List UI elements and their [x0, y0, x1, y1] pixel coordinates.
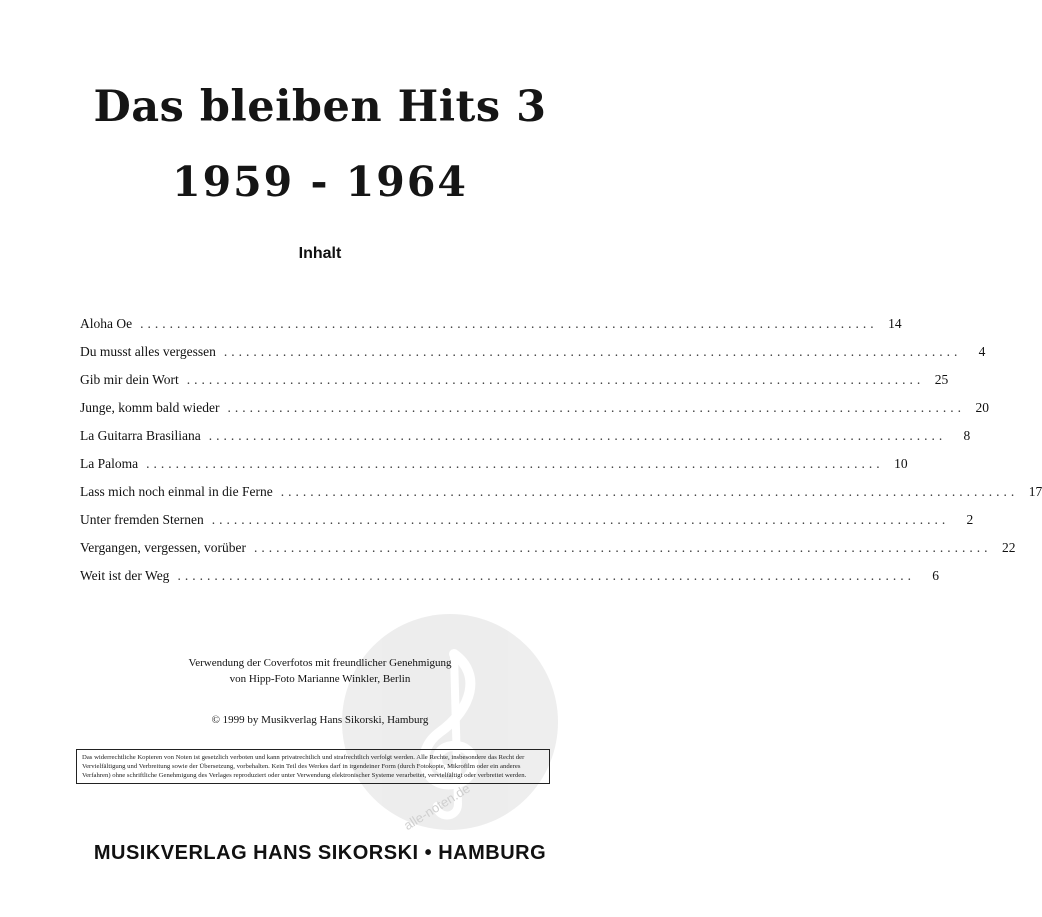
toc-entry-page: 17	[1028, 484, 1042, 499]
toc-entry	[80, 512, 974, 540]
toc-entry	[80, 428, 971, 456]
toc-entry-page: 8	[963, 428, 971, 443]
toc-entry	[80, 540, 1016, 568]
toc-leader-dots: ....................................................................................................	[253, 540, 992, 555]
toc-entry	[80, 344, 986, 372]
watermark-text: alle-noten.de	[401, 780, 473, 833]
toc-entry	[80, 372, 949, 400]
toc-leader-dots: ....................................................................................................	[146, 456, 884, 471]
toc-leader-dots: ....................................................................................................	[186, 372, 925, 387]
toc-entry-page: 20	[975, 400, 989, 415]
toc-entry-title: La Paloma	[80, 456, 139, 471]
toc-entry-page: 4	[978, 344, 986, 359]
copyright-notice: © 1999 by Musikverlag Hans Sikorski, Hamburg	[211, 714, 429, 726]
toc-entry-title: Weit ist der Weg	[80, 568, 170, 583]
photo-credits-line: von Hipp-Foto Marianne Winkler, Berlin	[229, 673, 411, 685]
toc-entry	[80, 484, 1042, 512]
toc-entry-title: Vergangen, vergessen, vorüber	[80, 540, 246, 555]
toc-leader-dots: ....................................................................................................	[223, 344, 962, 359]
toc-entry-title: Du musst alles vergessen	[80, 344, 216, 359]
toc-entry-page: 14	[888, 316, 902, 331]
toc-leader-dots: ....................................................................................................	[177, 568, 915, 583]
contents-heading: Inhalt	[298, 245, 342, 262]
toc-leader-dots: ....................................................................................................	[208, 428, 947, 443]
photo-credits-line: Verwendung der Coverfotos mit freundlicher Genehmigung	[188, 657, 452, 669]
book-years: 1959 - 1964	[172, 158, 468, 206]
toc-entry-page: 22	[1001, 540, 1016, 555]
toc-entry-title: La Guitarra Brasiliana	[80, 428, 201, 443]
legal-notice-box: Das widerrechtliche Kopieren von Noten ist gesetzlich verboten und kann privatrechtlich und strafrechtlich verfolgt werden. Alle Rechte, insbesondere das Recht der Vervielfältigung und Verbreitung sowie der Übersetzung, vorbehalten. Kein Teil des Werkes darf in irgendeiner Form (durch Fotokopie, Mikrofilm oder ein anderes Verfahren) ohne schriftliche Genehmigung des Verlages reproduziert oder unter Verwendung elektronischer Systeme verarbeitet, vervielfältigt oder verbreitet werden.	[76, 749, 550, 784]
photo-credits	[0, 655, 640, 687]
table-of-contents	[80, 316, 1042, 596]
toc-entry-title: Junge, komm bald wieder	[80, 400, 220, 415]
publisher-name: MUSIKVERLAG HANS SIKORSKI • HAMBURG	[93, 842, 547, 864]
toc-entry-page: 25	[934, 372, 949, 387]
toc-leader-dots: ....................................................................................................	[227, 400, 965, 415]
toc-leader-dots: ....................................................................................................	[280, 484, 1019, 499]
toc-leader-dots: ....................................................................................................	[140, 316, 878, 331]
toc-entry-title: Unter fremden Sternen	[80, 512, 204, 527]
toc-entry-page: 2	[966, 512, 974, 527]
toc-entry	[80, 316, 902, 344]
toc-entry-title: Aloha Oe	[80, 316, 133, 331]
toc-leader-dots: ....................................................................................................	[211, 512, 950, 527]
toc-entry-title: Gib mir dein Wort	[80, 372, 179, 387]
toc-entry-title: Lass mich noch einmal in die Ferne	[80, 484, 273, 499]
toc-entry-page: 6	[932, 568, 939, 583]
toc-entry	[80, 400, 989, 428]
toc-entry	[80, 568, 939, 596]
book-title: Das bleiben Hits 3	[93, 82, 547, 132]
toc-entry-page: 10	[894, 456, 908, 471]
toc-entry	[80, 456, 908, 484]
